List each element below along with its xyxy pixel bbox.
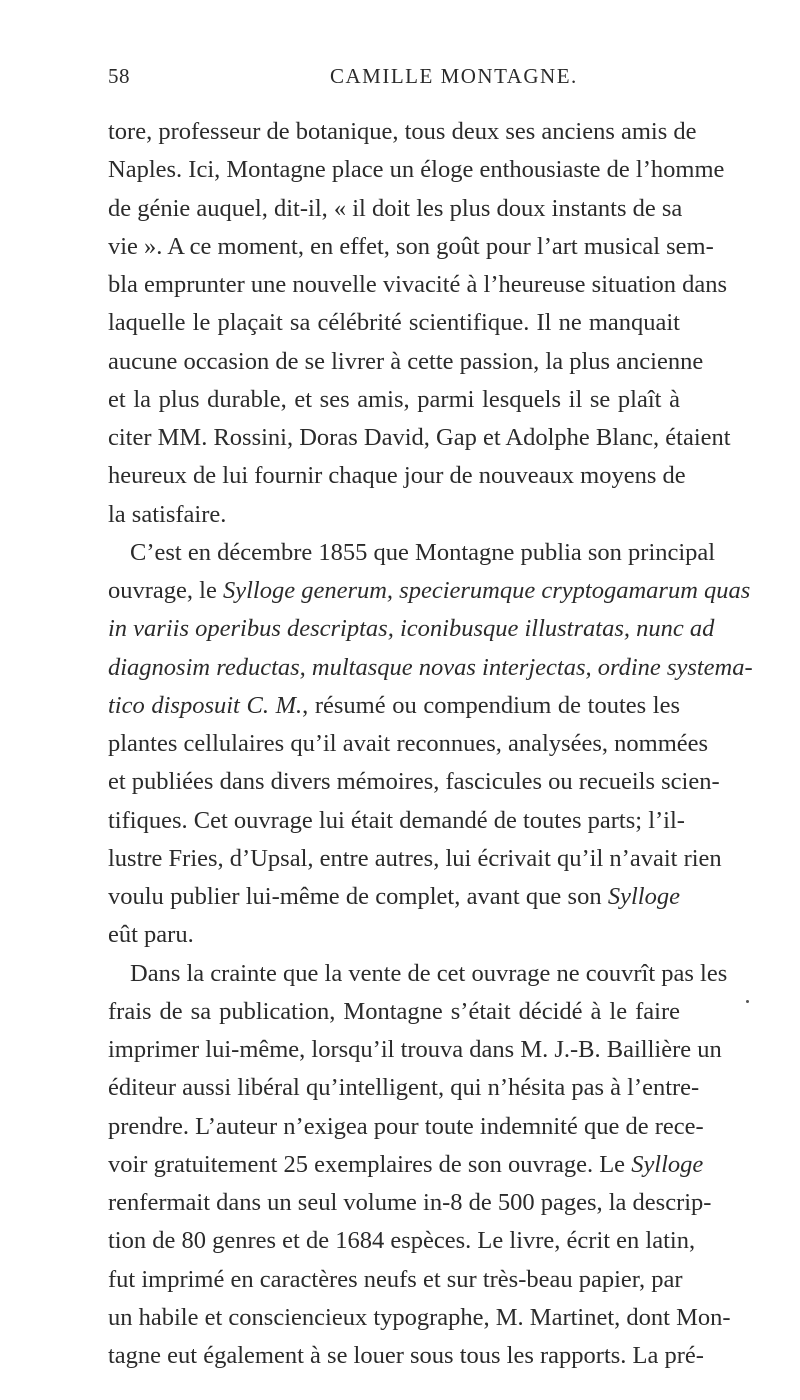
italic-title-segment: Sylloge [631,1150,704,1178]
italic-title-segment: diagnosim reductas, multasque novas interjectas, ordine systema- [108,653,753,681]
text-segment: , résumé ou compendium de toutes les [302,691,681,719]
text-line: tion de 80 genres et de 1684 espèces. Le livre, écrit en latin, [108,1227,696,1255]
text-line: frais de sa publication, Montagne s’était décidé à le faire [108,997,680,1025]
paragraph-start-line: C’est en décembre 1855 que Montagne publia son principal [130,538,716,566]
body-text [108,113,753,1375]
text-line: éditeur aussi libéral qu’intelligent, qui n’hésita pas à l’entre- [108,1074,700,1102]
text-line: imprimer lui-même, lorsqu’il trouva dans M. J.-B. Baillière un [108,1036,722,1063]
italic-title-segment: in variis operibus descriptas, iconibusque illustratas, nunc ad [108,615,715,643]
text-line: lustre Fries, d’Upsal, entre autres, lui écrivait qu’il n’avait rien [108,844,722,872]
text-line: prendre. L’auteur n’exigea pour toute indemnité que de rece- [108,1112,704,1140]
print-speck [746,1000,749,1003]
text-line: un habile et consciencieux typographe, M. Martinet, dont Mon- [108,1303,731,1331]
page-header [108,64,668,94]
text-line: et publiées dans divers mémoires, fascicules ou recueils scien- [108,768,720,796]
text-line: tifiques. Cet ouvrage lui était demandé de toutes parts; l’il- [108,806,685,834]
text-line: fut imprimé en caractères neufs et sur très-beau papier, par [108,1265,683,1293]
italic-title-segment: Sylloge [607,883,680,910]
text-line: laquelle le plaçait sa célébrité scientifique. Il ne manquait [108,309,680,337]
paragraph-end-line: eût paru. [108,921,194,949]
text-line: renfermait dans un seul volume in-8 de 500 pages, la descrip- [108,1189,712,1216]
italic-text-line [108,649,753,687]
text-line [108,878,680,916]
text-line: bla emprunter une nouvelle vivacité à l’heureuse situation dans [108,271,728,298]
text-line: plantes cellulaires qu’il avait reconnues, analysées, nommées [108,730,709,757]
text-line: tagne eut également à se louer sous tous les rapports. La pré- [108,1342,704,1369]
text-line: et la plus durable, et ses amis, parmi lesquels il se plaît à [108,385,680,413]
text-line: citer MM. Rossini, Doras David, Gap et Adolphe Blanc, étaient [108,424,731,451]
text-segment: ouvrage, le [108,577,223,604]
italic-title-segment: tico disposuit C. M. [108,691,303,719]
paragraph-end-line: la satisfaire. [108,500,227,528]
italic-text-line [108,610,715,648]
paragraph-start-line: Dans la crainte que la vente de cet ouvrage ne couvrît pas les [130,959,728,987]
text-line: tore, professeur de botanique, tous deux ses anciens amis de [108,118,697,145]
text-line [108,687,680,725]
text-line [108,572,751,610]
text-line: vie ». A ce moment, en effet, son goût pour l’art musical sem- [108,232,714,260]
text-line [108,1146,704,1184]
text-segment: voulu publier lui-même de complet, avant que son [108,883,608,910]
text-line: aucune occasion de se livrer à cette passion, la plus ancienne [108,347,704,375]
italic-title-segment: Sylloge generum, specierumque cryptogamarum quas [222,577,751,604]
text-line: de génie auquel, dit-il, « il doit les plus doux instants de sa [108,194,683,222]
text-line: heureux de lui fournir chaque jour de nouveaux moyens de [108,462,686,490]
text-segment: voir gratuitement 25 exemplaires de son ouvrage. Le [108,1150,632,1178]
text-line: Naples. Ici, Montagne place un éloge enthousiaste de l’homme [108,156,725,184]
running-title: CAMILLE MONTAGNE. [330,64,578,88]
page-number: 58 [108,64,130,88]
